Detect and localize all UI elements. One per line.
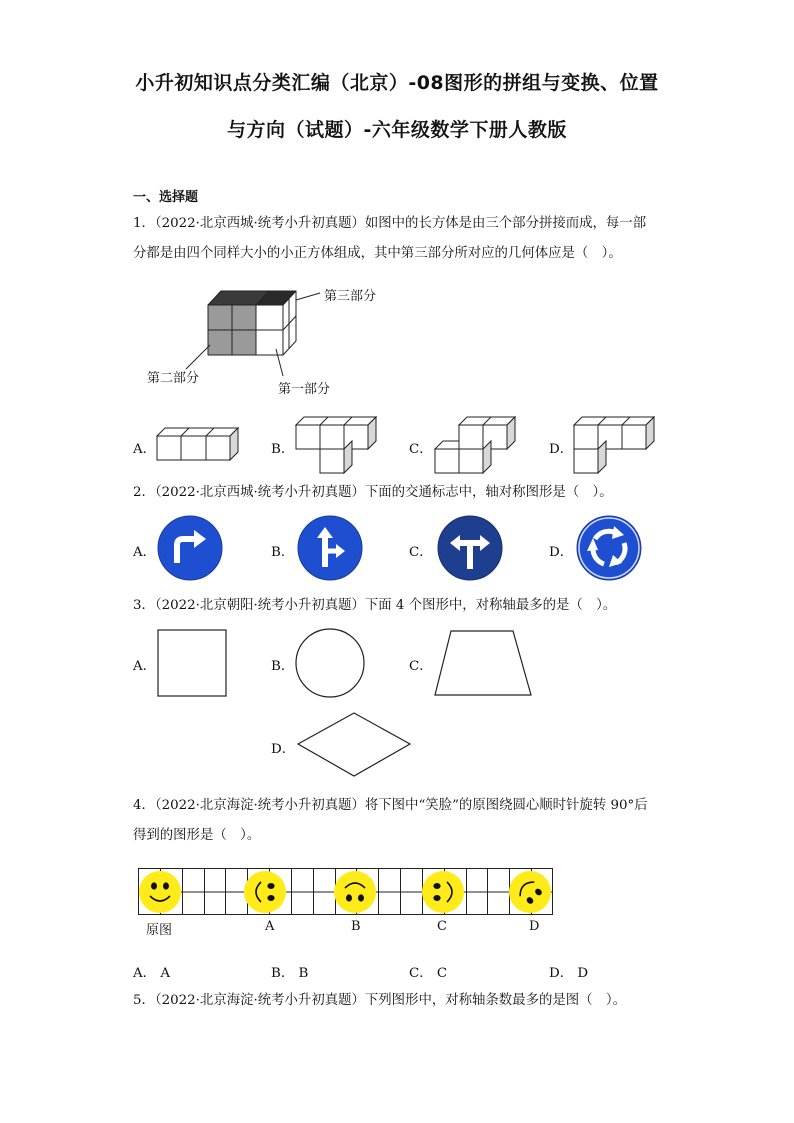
smiley-grid [138,868,554,916]
q1-option-c-label[interactable]: C． [409,442,433,457]
question-1-line-2: 分都是由四个同样大小的小正方体组成，其中第三部分所对应的几何体应是（ ）。 [133,246,622,261]
question-3-text: 3．（2022·北京朝阳·统考小升初真题）下面 4 个图形中，对称轴最多的是（ ）。 [133,598,617,613]
q4-option-c[interactable]: C． C [409,966,448,981]
smiley-b-icon [334,871,376,913]
label-part-3: 第三部分 [324,289,377,304]
square-shape [158,630,226,696]
q3-option-c-label[interactable]: C． [409,659,433,674]
section-heading: 一、选择题 [133,190,199,205]
q1-option-a-label[interactable]: A． [133,442,157,457]
grid-label-c: C [437,919,447,934]
grid-label-original: 原图 [146,923,173,938]
q2-option-c-label[interactable]: C． [409,545,433,560]
question-5-text: 5．（2022·北京海淀·统考小升初真题）下列图形中，对称轴条数最多的是图（ ）。 [133,993,626,1008]
smiley-c-icon [422,871,464,913]
q2-option-a-label[interactable]: A． [133,545,157,560]
smiley-original-icon [139,871,181,913]
q4-option-b[interactable]: B． B [271,966,309,981]
q2-option-d-label[interactable]: D． [549,545,574,560]
page-title-line-1: 小升初知识点分类汇编（北京）-08图形的拼组与变换、位置 [135,72,659,94]
q4-option-a[interactable]: A． A [133,966,170,981]
label-part-1: 第一部分 [278,382,331,397]
q3-option-b-label[interactable]: B． [271,659,295,674]
q1-option-b-label[interactable]: B． [271,442,295,457]
q3-option-a-label[interactable]: A． [133,659,157,674]
question-4-line-1: 4．（2022·北京海淀·统考小升初真题）将下图中“笑脸”的原图绕圆心顺时针旋转 90°后 [133,798,648,813]
trapezoid-shape [435,631,531,695]
q3-option-d-label[interactable]: D． [271,742,296,757]
question-4-line-2: 得到的图形是（ ）。 [133,828,261,843]
q1-option-d-label[interactable]: D． [549,442,574,457]
smiley-a-icon [244,871,286,913]
rhombus-shape [298,713,410,776]
page-title-line-2: 与方向（试题）-六年级数学下册人教版 [227,119,567,141]
q4-option-d[interactable]: D． D [549,966,589,981]
label-part-2: 第二部分 [147,371,200,386]
q2-option-b-label[interactable]: B． [271,545,295,560]
grid-label-b: B [351,919,361,934]
question-1-line-1: 1．（2022·北京西城·统考小升初真题）如图中的长方体是由三个部分拼接而成，每一部 [133,216,647,231]
question-2-text: 2．（2022·北京西城·统考小升初真题）下面的交通标志中，轴对称图形是（ ）。 [133,485,613,500]
circle-shape [296,629,364,697]
grid-label-d: D [529,919,540,934]
grid-label-a: A [265,919,275,934]
